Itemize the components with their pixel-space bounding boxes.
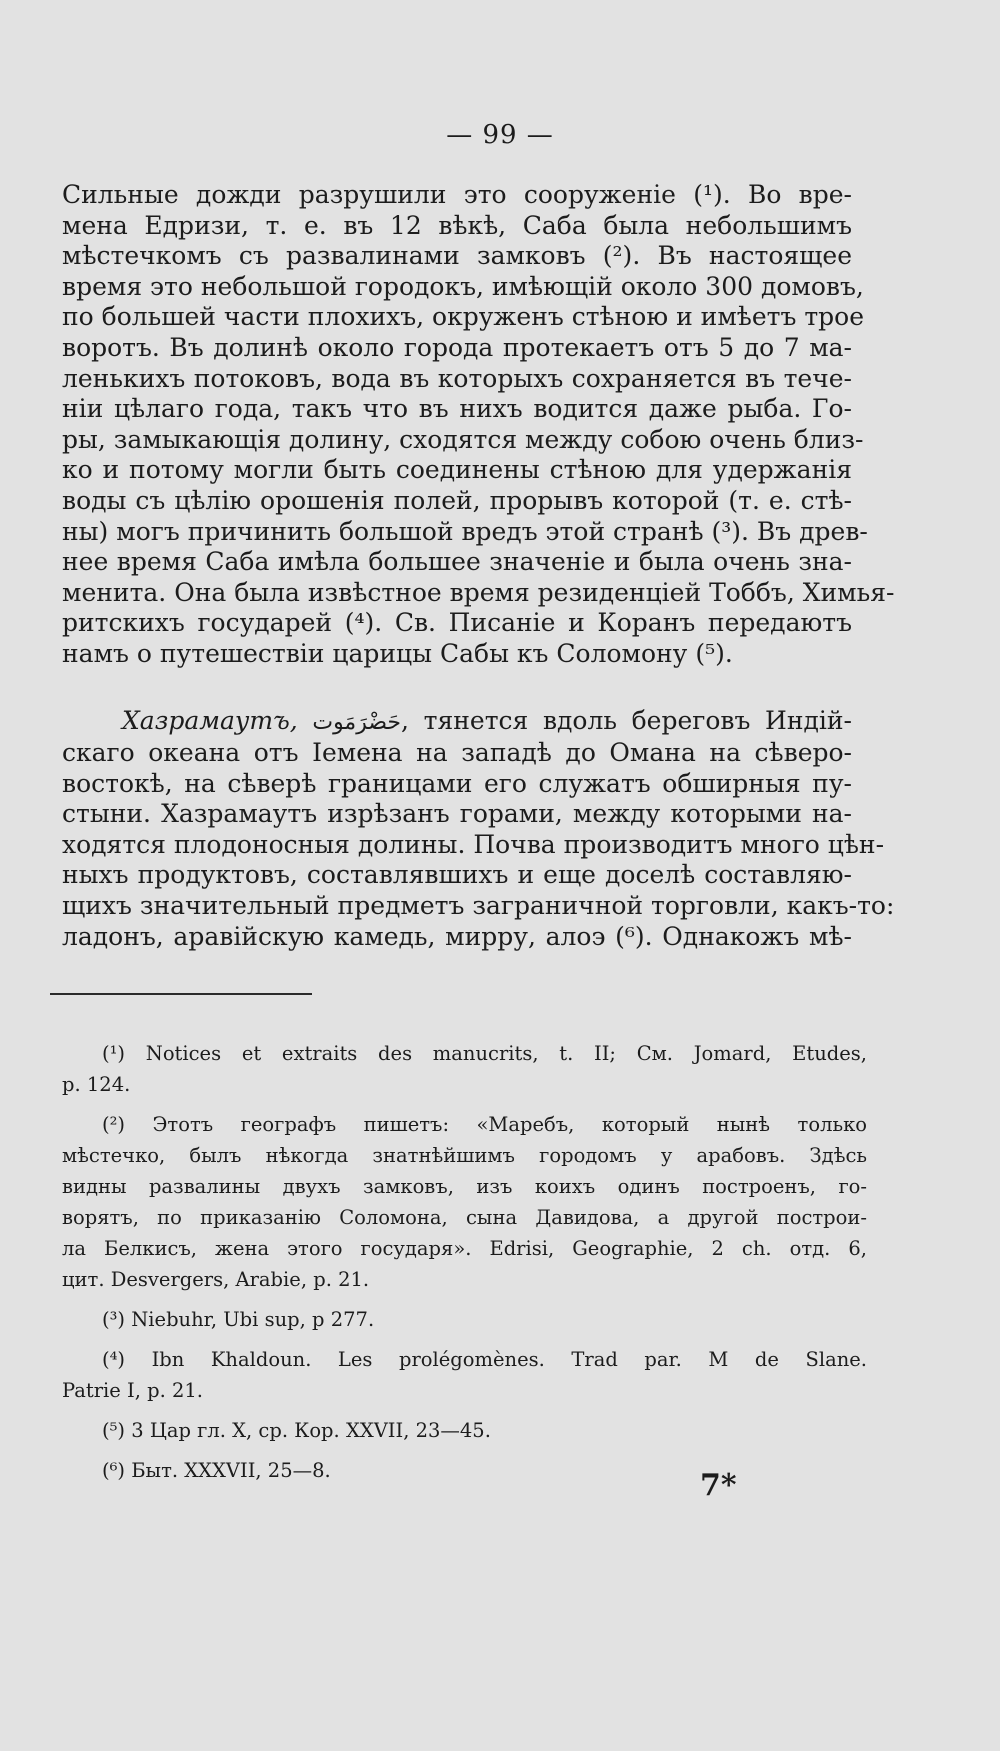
text-line: ны) могъ причинить большой вредъ этой странѣ (³). Въ древ- bbox=[62, 516, 868, 546]
text-line: ленькихъ потоковъ, вода въ которыхъ сохраняется въ тече- bbox=[62, 363, 852, 393]
text-line: ры, замыкающія долину, сходятся между собою очень близ- bbox=[62, 424, 864, 454]
footnote-line: мѣстечко, былъ нѣкогда знатнѣйшимъ городомъ у арабовъ. Здѣсь bbox=[62, 1144, 867, 1167]
text-line: намъ о путешествіи царицы Сабы къ Соломону (⁵). bbox=[62, 638, 733, 668]
text-line: стыни. Хазрамаутъ изрѣзанъ горами, между которыми на- bbox=[62, 799, 852, 829]
text-line: ритскихъ государей (⁴). Св. Писаніе и Коранъ передаютъ bbox=[62, 608, 852, 638]
signature-mark: 7* bbox=[700, 1468, 737, 1503]
footnote-line: ла Белкисъ, жена этого государя». Edrisi, Geographie, 2 ch. отд. 6, bbox=[62, 1237, 867, 1260]
footnote-line: (⁵) 3 Цар гл. X, ср. Кор. XXVII, 23—45. bbox=[102, 1419, 491, 1442]
text-line: ходятся плодоносныя долины. Почва производитъ много цѣн- bbox=[62, 829, 885, 859]
text-line: нее время Саба имѣла большее значеніе и была очень зна- bbox=[62, 547, 852, 577]
text-line: мена Едризи, т. е. въ 12 вѣкѣ, Саба была небольшимъ bbox=[62, 210, 852, 240]
region-name: Хазрамаутъ, bbox=[122, 705, 298, 735]
page-number: — 99 — bbox=[446, 120, 554, 150]
text-line: ніи цѣлаго года, такъ что въ нихъ водится даже рыба. Го- bbox=[62, 394, 852, 424]
footnote-divider bbox=[50, 993, 312, 995]
footnote-line: (⁴) Ibn Khaldoun. Les prolégomènes. Trad par. M de Slane. bbox=[102, 1348, 867, 1371]
footnote-line: p. 124. bbox=[62, 1073, 131, 1096]
text-line: востокѣ, на сѣверѣ границами его служатъ обширныя пу- bbox=[62, 768, 852, 798]
footnote-line: ворятъ, по приказанію Соломона, сына Давидова, а другой построи- bbox=[62, 1206, 867, 1229]
footnote-2 bbox=[62, 1109, 867, 1295]
footnote-3 bbox=[62, 1304, 867, 1335]
footnote-line: цит. Desvergers, Arabie, p. 21. bbox=[62, 1268, 370, 1291]
footnote-1 bbox=[62, 1038, 867, 1100]
text-line: по большей части плохихъ, окруженъ стѣною и имѣетъ трое bbox=[62, 302, 865, 332]
text-line: ко и потому могли быть соединены стѣною для удержанія bbox=[62, 455, 852, 485]
text-line: менита. Она была извѣстное время резиденціей Тоббъ, Химья- bbox=[62, 577, 895, 607]
footnote-line: (³) Niebuhr, Ubi sup, p 277. bbox=[102, 1308, 375, 1331]
footnote-4 bbox=[62, 1344, 867, 1406]
paragraph-opening-line bbox=[62, 706, 852, 739]
text-line: воды съ цѣлію орошенія полей, прорывъ которой (т. е. стѣ- bbox=[62, 485, 852, 515]
footnotes bbox=[62, 1038, 867, 1486]
text-line: воротъ. Въ долинѣ около города протекаетъ отъ 5 до 7 ма- bbox=[62, 332, 852, 362]
text-line: ныхъ продуктовъ, составлявшихъ и еще доселѣ составляю- bbox=[62, 860, 852, 890]
text-line: мѣстечкомъ съ развалинами замковъ (²). Въ настоящее bbox=[62, 241, 852, 271]
text-line: время это небольшой городокъ, имѣющій около 300 домовъ, bbox=[62, 271, 864, 301]
text-line: Сильные дожди разрушили это сооруженіе (¹). Во вре- bbox=[62, 180, 852, 209]
text-line: скаго океана отъ Іемена на западѣ до Омана на сѣверо- bbox=[62, 738, 852, 768]
footnote-line: Patrie I, p. 21. bbox=[62, 1379, 203, 1402]
footnote-line: (⁶) Быт. XXXVII, 25—8. bbox=[102, 1459, 331, 1482]
footnote-line: (¹) Notices et extraits des manucrits, t. II; См. Jomard, Etudes, bbox=[102, 1042, 867, 1065]
main-text bbox=[62, 180, 895, 952]
footnote-5 bbox=[62, 1415, 867, 1446]
text-line: ладонъ, аравійскую камедь, мирру, алоэ (⁶). Однакожъ мѣ- bbox=[62, 921, 852, 951]
footnote-line: (²) Этотъ географъ пишетъ: «Маребъ, который нынѣ только bbox=[102, 1113, 867, 1136]
footnote-6 bbox=[62, 1455, 867, 1486]
footnote-line: видны развалины двухъ замковъ, изъ коихъ одинъ построенъ, го- bbox=[62, 1175, 867, 1198]
text-fragment: , тянется вдоль береговъ Индій- bbox=[401, 705, 852, 735]
text-line: щихъ значительный предметъ заграничной торговли, какъ-то: bbox=[62, 891, 895, 921]
arabic-name: حَضْرَمَوت bbox=[312, 709, 402, 735]
